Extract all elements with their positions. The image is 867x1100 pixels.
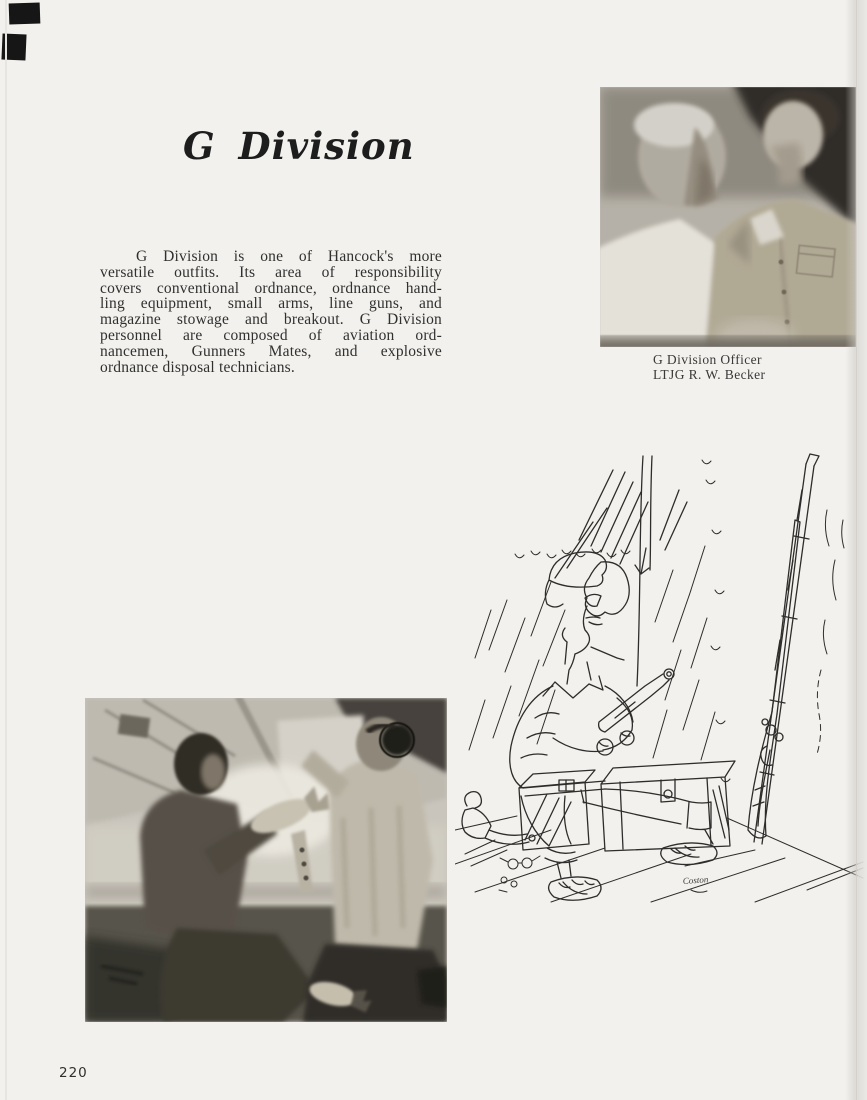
fuselage-window <box>118 714 150 738</box>
pistol-and-holster <box>462 792 535 845</box>
text-line: magazine stowage and breakout. G Division <box>100 311 442 329</box>
wooden-crate <box>519 770 595 850</box>
cartoon-illustration <box>455 450 865 910</box>
wooden-chest <box>601 761 735 851</box>
ordnance-handling-photo <box>85 698 447 1022</box>
rain-hatching <box>469 510 844 760</box>
palm-trunk <box>555 456 687 686</box>
text-line: ling equipment, small arms, line guns, and <box>100 295 442 313</box>
text-line: covers conventional ordnance, ordnance hand- <box>100 279 442 297</box>
cigarette <box>591 647 624 660</box>
text-line: nancemen, Gunners Mates, and explosive <box>100 342 442 360</box>
scan-tape-mark-top <box>9 2 41 24</box>
goggles <box>382 725 412 755</box>
page-title: G Division <box>183 124 415 168</box>
page-edge-line <box>856 0 857 1100</box>
division-description-paragraph <box>100 249 442 375</box>
sunglasses <box>500 856 540 869</box>
text-line: personnel are composed of aviation ord- <box>100 326 442 344</box>
page-number: 220 <box>59 1065 88 1081</box>
text-line: ordnance disposal technicians. <box>100 358 295 376</box>
caption-line-name: LTJG R. W. Becker <box>653 367 766 382</box>
officer-photo-caption <box>653 352 765 382</box>
ordnance-photo-image <box>85 698 447 1022</box>
officer-photo <box>600 87 856 347</box>
officer-photo-image <box>600 87 856 347</box>
page-left-crease <box>5 0 7 1100</box>
svg-text:Coston: Coston <box>682 874 709 886</box>
caption-line-title: G Division Officer <box>653 352 762 367</box>
bottle <box>599 669 674 732</box>
floor-hatching <box>455 816 863 902</box>
artist-signature <box>682 874 709 892</box>
text-line: G Division is one of Hancock's more <box>136 248 442 265</box>
text-line: versatile outfits. Its area of responsibility <box>100 263 442 281</box>
shell-casings <box>499 877 517 892</box>
